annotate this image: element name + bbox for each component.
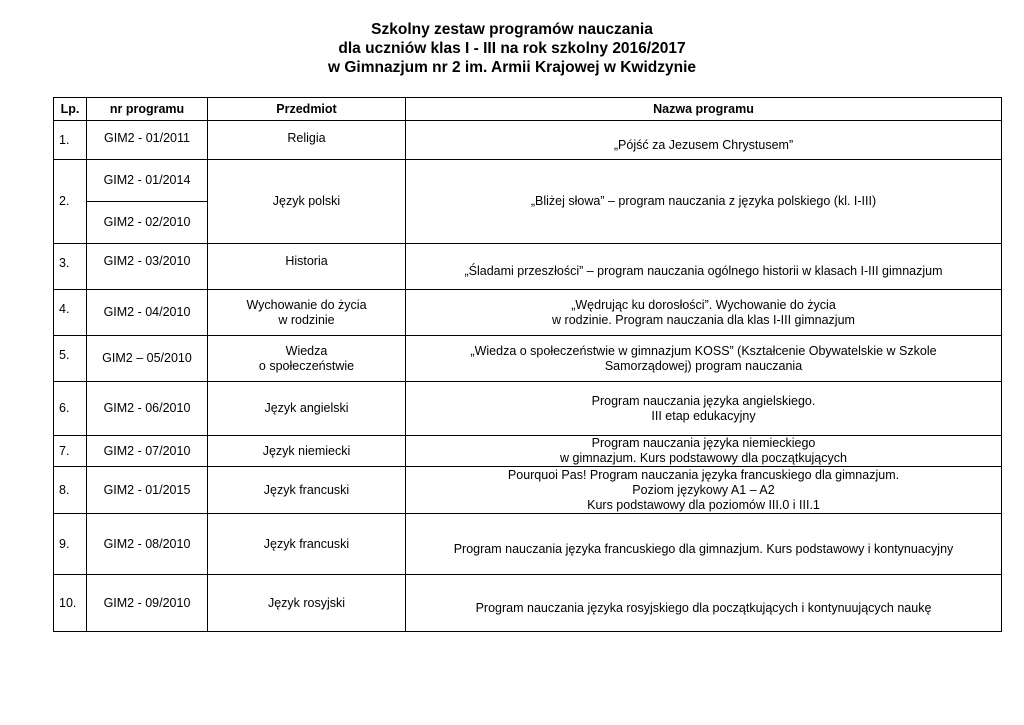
cell-name: [406, 467, 1002, 514]
cell-nr: GIM2 - 01/2014: [87, 160, 208, 202]
cell-lp: 10.: [54, 575, 87, 632]
subject-line: Wychowanie do życia: [246, 297, 367, 312]
table-row: [54, 290, 1002, 336]
cell-name: [406, 436, 1002, 467]
name-line: Program nauczania języka angielskiego.: [591, 393, 816, 408]
cell-nr: GIM2 - 01/2015: [87, 467, 208, 514]
cell-lp: 2.: [54, 160, 87, 244]
programs-table: [53, 97, 1002, 632]
subject-line: w rodzinie: [278, 312, 335, 327]
cell-nr: GIM2 - 09/2010: [87, 575, 208, 632]
cell-lp: 5.: [54, 336, 87, 382]
title-line-2: dla uczniów klas I - III na rok szkolny 2016/2017: [338, 40, 686, 57]
subject-line: Wiedza: [285, 343, 328, 358]
table-row: [54, 436, 1002, 467]
cell-nr: GIM2 - 04/2010: [87, 290, 208, 336]
cell-name: [406, 382, 1002, 436]
cell-name: Program nauczania języka rosyjskiego dla początkujących i kontynuujących naukę: [406, 575, 1002, 632]
cell-nr: GIM2 - 08/2010: [87, 514, 208, 575]
cell-subject: Język rosyjski: [208, 575, 406, 632]
cell-nr: GIM2 - 01/2011: [87, 121, 208, 160]
cell-name: „Pójść za Jezusem Chrystusem”: [406, 121, 1002, 160]
cell-nr: GIM2 - 06/2010: [87, 382, 208, 436]
cell-lp: 7.: [54, 436, 87, 467]
cell-name: Program nauczania języka francuskiego dla gimnazjum. Kurs podstawowy i kontynuacyjny: [406, 514, 1002, 575]
name-line: Program nauczania języka niemieckiego: [591, 436, 816, 450]
document-title: [0, 20, 1024, 77]
cell-name: [406, 290, 1002, 336]
cell-lp: 3.: [54, 244, 87, 290]
title-line-1: Szkolny zestaw programów nauczania: [371, 21, 653, 38]
name-line: „Wiedza o społeczeństwie w gimnazjum KOSS” (Kształcenie Obywatelskie w Szkole: [470, 343, 937, 358]
header-lp: Lp.: [54, 98, 87, 121]
table-row: [54, 160, 1002, 202]
name-line: „Wędrując ku dorosłości”. Wychowanie do życia: [571, 297, 836, 312]
cell-subject: Język francuski: [208, 514, 406, 575]
cell-name: „Bliżej słowa” – program nauczania z języka polskiego (kl. I-III): [406, 160, 1002, 244]
table-row: [54, 244, 1002, 290]
cell-lp: 1.: [54, 121, 87, 160]
table-row: [54, 121, 1002, 160]
cell-nr: GIM2 - 03/2010: [87, 244, 208, 290]
cell-subject: Język polski: [208, 160, 406, 244]
cell-lp: 9.: [54, 514, 87, 575]
cell-name: [406, 336, 1002, 382]
table-row: [54, 467, 1002, 514]
header-subject: Przedmiot: [208, 98, 406, 121]
cell-lp: 4.: [54, 290, 87, 336]
table-row: [54, 336, 1002, 382]
name-line: Kurs podstawowy dla poziomów III.0 i III.1: [587, 497, 820, 512]
title-line-3: w Gimnazjum nr 2 im. Armii Krajowej w Kwidzynie: [327, 59, 697, 76]
cell-lp: 8.: [54, 467, 87, 514]
name-line: w gimnazjum. Kurs podstawowy dla początkujących: [560, 451, 847, 465]
header-nr: nr programu: [87, 98, 208, 121]
table-header-row: [54, 98, 1002, 121]
cell-lp: 6.: [54, 382, 87, 436]
cell-subject: [208, 336, 406, 382]
cell-subject: [208, 290, 406, 336]
table-row: [54, 575, 1002, 632]
cell-subject: Język niemiecki: [208, 436, 406, 467]
cell-nr: GIM2 - 07/2010: [87, 436, 208, 467]
name-line: Poziom językowy A1 – A2: [632, 482, 775, 497]
table-row: [54, 514, 1002, 575]
cell-subject: Religia: [208, 121, 406, 160]
table-row: [54, 382, 1002, 436]
name-line: w rodzinie. Program nauczania dla klas I-III gimnazjum: [552, 312, 855, 327]
cell-name: „Śladami przeszłości” – program nauczania ogólnego historii w klasach I-III gimnazjum: [406, 244, 1002, 290]
name-line: Samorządowej) program nauczania: [604, 358, 803, 373]
cell-nr: GIM2 - 02/2010: [87, 202, 208, 244]
name-line: Pourquoi Pas! Program nauczania języka francuskiego dla gimnazjum.: [507, 467, 900, 482]
header-name: Nazwa programu: [406, 98, 1002, 121]
cell-nr: GIM2 – 05/2010: [87, 336, 208, 382]
cell-subject: Język francuski: [208, 467, 406, 514]
cell-subject: Historia: [208, 244, 406, 290]
name-line: III etap edukacyjny: [651, 408, 756, 423]
cell-subject: Język angielski: [208, 382, 406, 436]
subject-line: o społeczeństwie: [258, 358, 355, 373]
